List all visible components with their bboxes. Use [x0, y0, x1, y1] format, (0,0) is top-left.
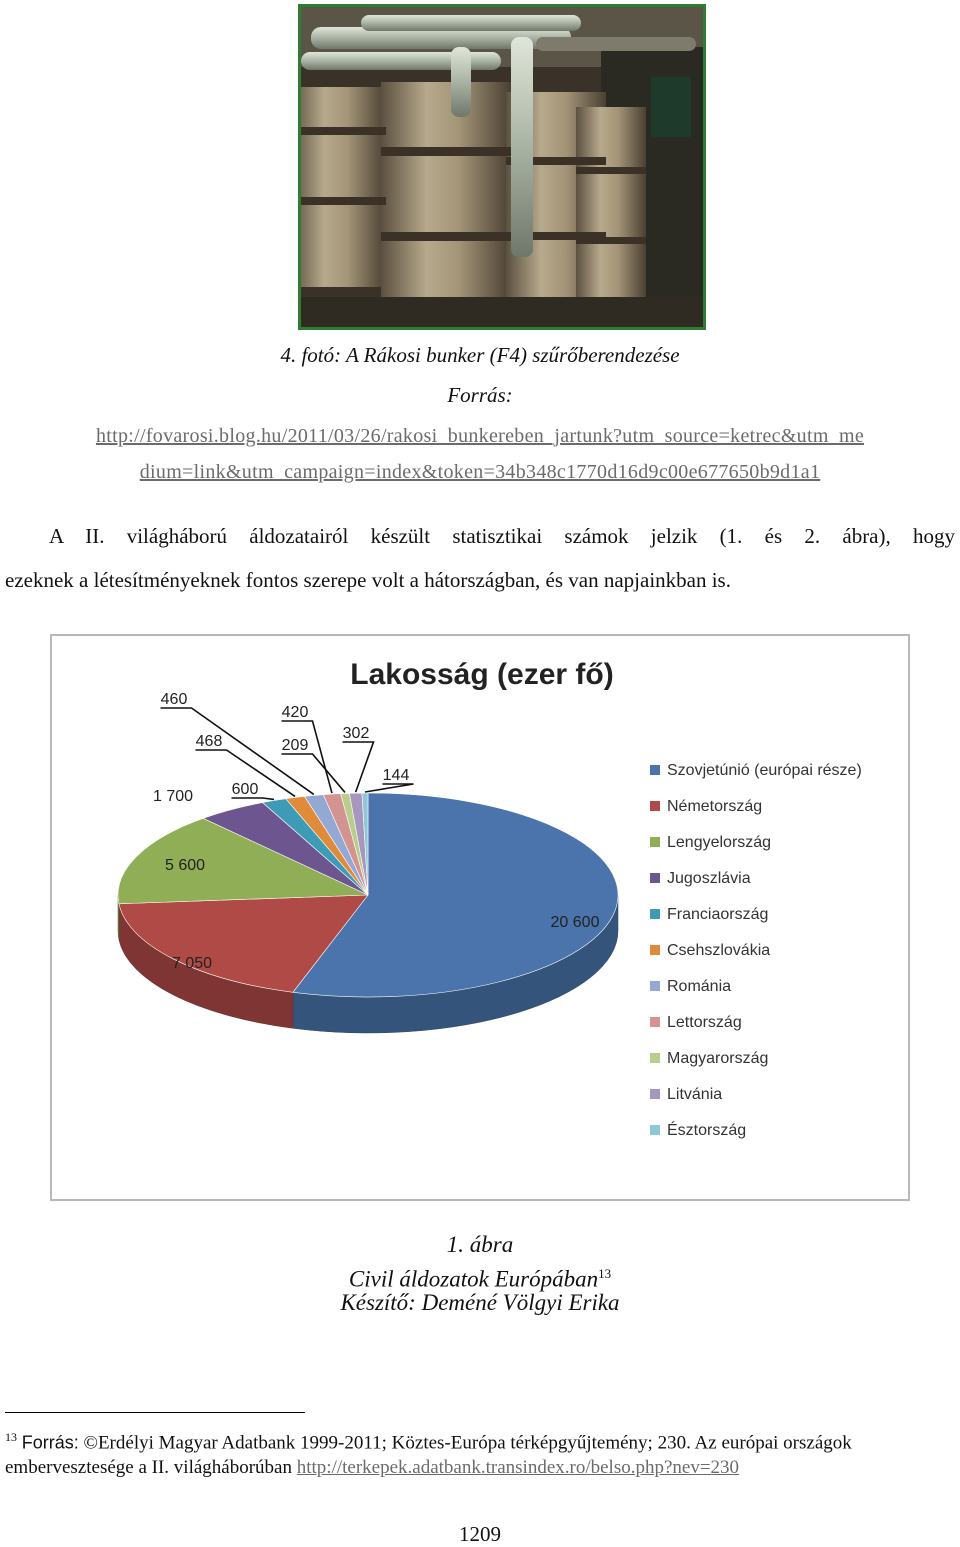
pie-label-4: 600: [231, 781, 259, 798]
legend-item-10: Észtország: [667, 1122, 747, 1139]
photo-source-link-part2[interactable]: dium=link&utm_campaign=index&token=34b348c1770d16d9c00e677650b9d1a1: [139, 461, 821, 483]
bunker-filter-photo: [298, 4, 706, 330]
pie-label-3: 1 700: [152, 788, 194, 805]
legend-item-9: Litvánia: [667, 1086, 723, 1103]
footnote-separator: [5, 1412, 305, 1413]
legend-swatch-4: [650, 909, 660, 919]
legend-item-3: Jugoszlávia: [667, 870, 751, 887]
footnote: [5, 1425, 955, 1480]
legend-swatch-8: [650, 1053, 660, 1063]
footnote-number: 13: [5, 1430, 17, 1444]
legend-swatch-5: [650, 945, 660, 955]
legend-item-6: Románia: [667, 978, 732, 995]
pie-leader-10: [365, 784, 414, 792]
paragraph-line-2: ezeknek a létesítményeknek fontos szerepe volt a hátországban, és van napjainkban is.: [5, 568, 731, 592]
legend-item-4: Franciaország: [667, 906, 769, 923]
page-number: 1209: [459, 1522, 501, 1546]
pie-label-5: 468: [195, 733, 223, 750]
photo-source-link-part1[interactable]: http://fovarosi.blog.hu/2011/03/26/rakosi_bunkereben_jartunk?utm_source=ketrec&utm_me: [95, 425, 865, 447]
legend-swatch-6: [650, 981, 660, 991]
paragraph-line-1: A II. világháború áldozatairól készült statisztikai számok jelzik (1. és 2. ábra), hogy: [49, 524, 955, 548]
pie-leader-8: [282, 754, 346, 792]
photo-source-label: Forrás:: [447, 383, 513, 407]
legend-swatch-7: [650, 1017, 660, 1027]
legend-swatch-1: [650, 801, 660, 811]
legend-swatch-9: [650, 1089, 660, 1099]
pie-label-1: 7 050: [171, 955, 213, 972]
figure-number: 1. ábra: [446, 1232, 514, 1257]
figure-footnote-ref[interactable]: 13: [598, 1266, 612, 1281]
legend-item-0: Szovjetúnió (európai része): [667, 762, 862, 779]
legend-swatch-10: [650, 1125, 660, 1135]
figure-title-text: Civil áldozatok Európában: [348, 1266, 599, 1292]
pie-label-7: 420: [281, 704, 309, 721]
legend-swatch-2: [650, 837, 660, 847]
photo-source-url-line1[interactable]: [0, 425, 960, 448]
pie-label-8: 209: [281, 737, 309, 754]
footnote-source-label: Forrás:: [21, 1432, 79, 1453]
legend-swatch-0: [650, 765, 660, 775]
legend-item-1: Németország: [667, 798, 763, 815]
footnote-text-2: embervesztesége a II. világháborúban: [5, 1457, 297, 1479]
footnote-text-1: ©Erdélyi Magyar Adatbank 1999-2011; Köztes-Európa térképgyűjtemény; 230. Az európai országok: [78, 1432, 852, 1454]
pie-leader-4: [232, 798, 275, 799]
body-paragraph: [5, 514, 955, 602]
legend-item-8: Magyarország: [667, 1050, 769, 1067]
legend-item-5: Csehszlovákia: [667, 942, 771, 959]
photo-source-url-line2[interactable]: [0, 461, 960, 484]
legend-item-7: Lettország: [667, 1014, 742, 1031]
pie-chart-canvas: [52, 636, 908, 1199]
footnote-link[interactable]: http://terkepek.adatbank.transindex.ro/belso.php?nev=230: [296, 1457, 740, 1479]
figure-author: Készítő: Deméné Völgyi Erika: [340, 1290, 620, 1315]
pie-leader-9: [343, 742, 374, 792]
pie-label-10: 144: [382, 767, 410, 784]
pie-label-2: 5 600: [164, 857, 206, 874]
pie-chart: [50, 634, 910, 1201]
pie-leader-7: [282, 721, 332, 793]
legend-item-2: Lengyelország: [667, 834, 772, 851]
pie-label-6: 460: [160, 691, 188, 708]
chart-title: Lakosság (ezer fő): [350, 658, 614, 691]
legend-swatch-3: [650, 873, 660, 883]
pie-label-0: 20 600: [550, 914, 600, 931]
pie-label-9: 302: [342, 725, 370, 742]
photo-caption: 4. fotó: A Rákosi bunker (F4) szűrőberendezése: [280, 343, 680, 367]
